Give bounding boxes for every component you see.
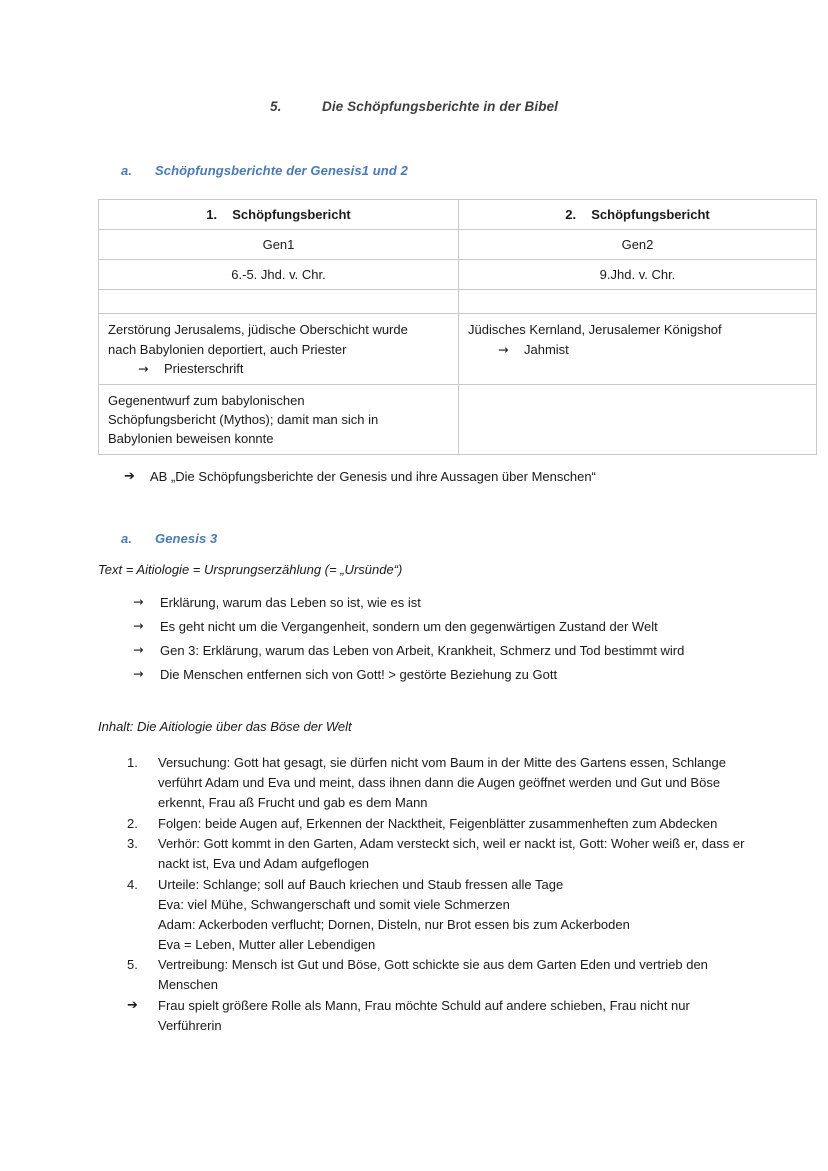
page-title	[270, 99, 770, 114]
page-title-text: Die Schöpfungsberichte in der Bibel	[322, 99, 559, 114]
purpose-line-2: Schöpfungsbericht (Mythos); damit man sich in	[108, 412, 379, 428]
table-header-cell-1	[99, 200, 459, 230]
list-item-text: Frau spielt größere Rolle als Mann, Frau möchte Schuld auf andere schieben, Frau nicht nur Verführerin	[158, 997, 690, 1033]
context-line-3: Jüdisches Kernland, Jerusalemer Königshof	[468, 322, 722, 338]
list-item-marker: 5.	[127, 957, 138, 973]
list-item	[127, 834, 752, 874]
context-line-1: Zerstörung Jerusalems, jüdische Oberschicht wurde	[108, 322, 408, 338]
section-heading-marker: a.	[121, 531, 133, 546]
table-spacer-cell-1	[99, 290, 459, 314]
list-item-marker: 3.	[127, 836, 138, 852]
table-header-row	[99, 200, 817, 230]
arrow-right-bold-icon: ➔	[124, 469, 135, 484]
list-item-text: Verhör: Gott kommt in den Garten, Adam versteckt sich, weil er nackt ist, Gott: Woher weiß er, dass er nackt ist, Eva und Adam aufgeflogen	[158, 836, 745, 872]
arrow-right-icon: →	[133, 642, 144, 657]
worksheet-reference	[124, 467, 744, 487]
inhalt-numbered-list	[127, 753, 752, 1036]
list-item-text: Gen 3: Erklärung, warum das Leben von Arbeit, Krankheit, Schmerz und Tod bestimmt wird	[160, 643, 685, 658]
arrow-right-icon: →	[133, 594, 144, 609]
section-heading-genesis3	[121, 531, 217, 546]
context-line-2: nach Babylonien deportiert, auch Priester	[108, 341, 347, 357]
list-item-marker: 4.	[127, 876, 138, 892]
section-heading-label: Schöpfungsberichte der Genesis1 und 2	[155, 163, 408, 178]
list-item	[133, 593, 783, 613]
arrow-right-icon: →	[133, 618, 144, 633]
arrow-right-icon: →	[138, 360, 149, 376]
table-cell-dating-2: 9.Jhd. v. Chr.	[459, 260, 817, 290]
section-heading-label: Genesis 3	[155, 531, 218, 546]
list-item	[127, 753, 752, 813]
aitiologie-lead-in: Text = Aitiologie = Ursprungserzählung (= „Ursünde“)	[98, 562, 403, 577]
arrow-right-bold-icon: ➔	[127, 997, 138, 1013]
list-item	[133, 617, 783, 637]
list-item-text: Die Menschen entfernen sich von Gott! > gestörte Beziehung zu Gott	[160, 667, 558, 682]
list-item-text: Urteile: Schlange; soll auf Bauch kriechen und Staub fressen alle Tage	[158, 876, 564, 892]
list-item	[127, 875, 752, 955]
table-header-number-2: 2.	[565, 207, 577, 222]
table-cell-purpose-2	[459, 385, 817, 455]
context-arrow-text-1: Priesterschrift	[164, 360, 244, 376]
table-cell-reference-1: Gen1	[99, 230, 459, 260]
table-spacer-cell-2	[459, 290, 817, 314]
table-cell-reference-2: Gen2	[459, 230, 817, 260]
section-heading-marker: a.	[121, 163, 133, 178]
aitiologie-bullet-list	[133, 593, 783, 689]
list-item-text: Folgen: beide Augen auf, Erkennen der Nacktheit, Feigenblätter zusammenheften zum Abdecken	[158, 815, 718, 831]
list-item	[127, 996, 752, 1036]
list-item-text: Es geht nicht um die Vergangenheit, sondern um den gegenwärtigen Zustand der Welt	[160, 619, 658, 634]
context-arrow-item-1	[108, 359, 449, 378]
worksheet-reference-text: AB „Die Schöpfungsberichte der Genesis und ihre Aussagen über Menschen“	[150, 469, 596, 484]
table-cell-context-1	[99, 314, 459, 385]
table-row	[99, 314, 817, 385]
table-cell-context-2	[459, 314, 817, 385]
list-item-text: Vertreibung: Mensch ist Gut und Böse, Gott schickte sie aus dem Garten Eden und vertrieb den Menschen	[158, 957, 708, 993]
table-header-cell-2	[459, 200, 817, 230]
purpose-line-3: Babylonien beweisen konnte	[108, 431, 274, 447]
arrow-right-icon: →	[133, 666, 144, 681]
table-row	[99, 385, 817, 455]
table-spacer-row	[99, 290, 817, 314]
context-arrow-item-2	[468, 340, 807, 359]
table-cell-purpose-1	[99, 385, 459, 455]
list-item-marker: 2.	[127, 815, 138, 831]
table-row	[99, 230, 817, 260]
table-header-label-2: Schöpfungsbericht	[591, 207, 710, 222]
list-item	[133, 641, 783, 661]
list-item	[127, 814, 752, 834]
table-row	[99, 260, 817, 290]
list-item-text: Erklärung, warum das Leben so ist, wie es ist	[160, 595, 421, 610]
table-header-number-1: 1.	[206, 207, 218, 222]
list-item-subline: Adam: Ackerboden verflucht; Dornen, Disteln, nur Brot essen bis zum Ackerboden	[158, 916, 630, 932]
list-item-text: Versuchung: Gott hat gesagt, sie dürfen nicht vom Baum in der Mitte des Gartens essen, Schlange verführt Adam und Eva und meint, dass ihnen dann die Augen geöffnet werden und Gut und Böse erkennt, Frau aß Frucht und gab es dem Mann	[158, 755, 726, 811]
arrow-right-icon: →	[498, 341, 509, 357]
list-item-marker: 1.	[127, 755, 138, 770]
page-title-number: 5.	[270, 99, 282, 114]
list-item	[133, 665, 783, 685]
list-item	[127, 955, 752, 995]
inhalt-lead-in: Inhalt: Die Aitiologie über das Böse der Welt	[98, 719, 352, 734]
list-item-subline: Eva: viel Mühe, Schwangerschaft und somit viele Schmerzen	[158, 896, 510, 912]
section-heading-schoepfungsberichte	[121, 163, 408, 178]
purpose-line-1: Gegenentwurf zum babylonischen	[108, 393, 305, 409]
comparison-table	[98, 199, 817, 455]
table-header-label-1: Schöpfungsbericht	[232, 207, 351, 222]
context-arrow-text-2: Jahmist	[524, 341, 569, 357]
list-item-subline: Eva = Leben, Mutter aller Lebendigen	[158, 936, 376, 952]
table-cell-dating-1: 6.-5. Jhd. v. Chr.	[99, 260, 459, 290]
